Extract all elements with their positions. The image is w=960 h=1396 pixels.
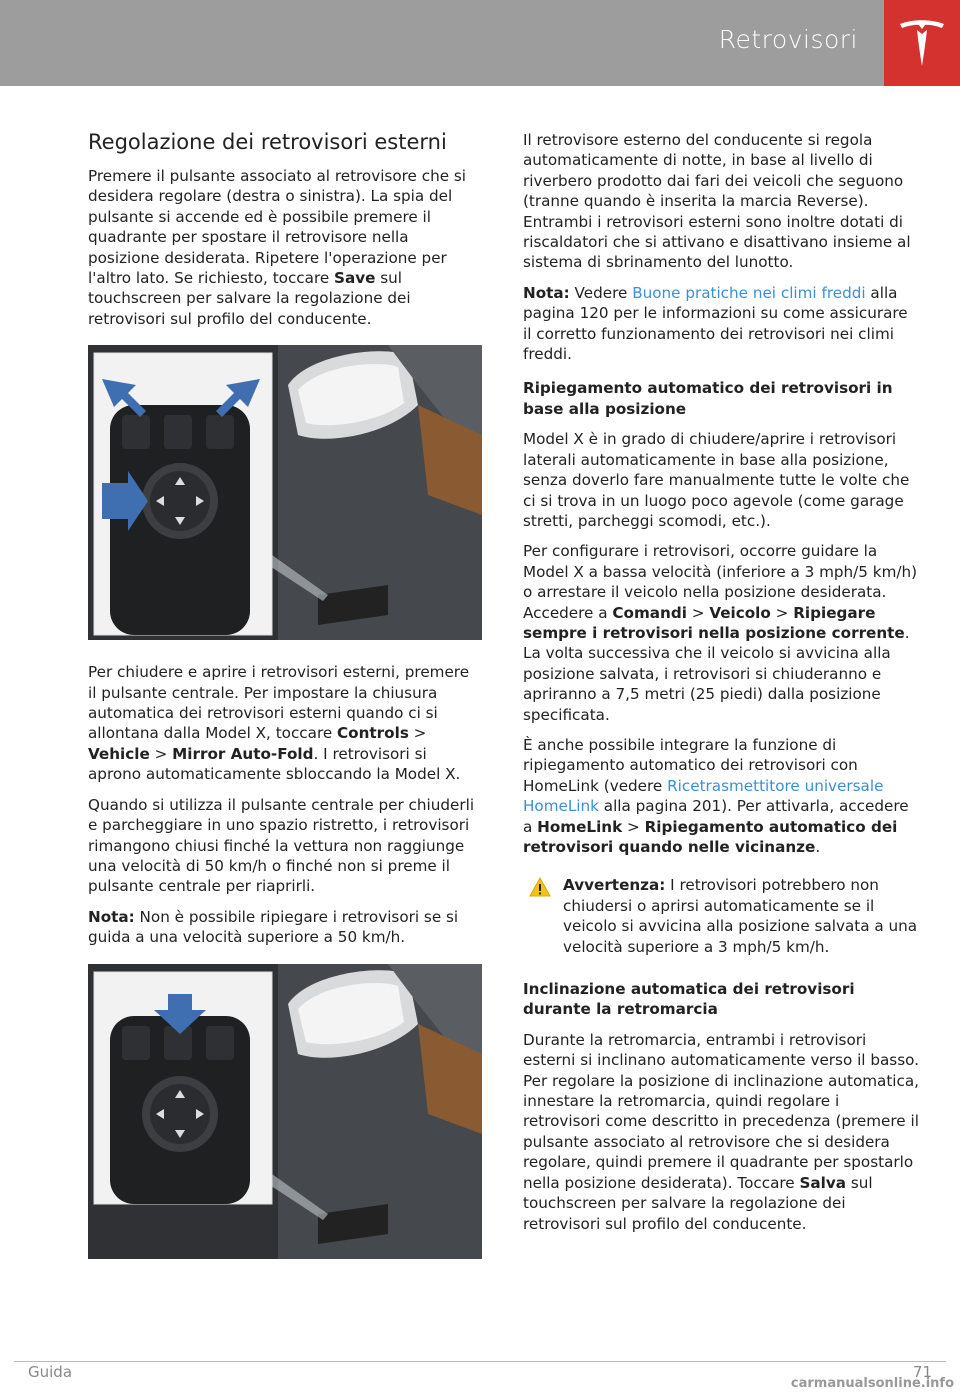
paragraph-dimming: Il retrovisore esterno del conducente si regola automaticamente di notte, in base al livello di riverbero prodotto dai fari dei veicoli che seguono (tranne quando è inserita la marcia Reverse). Entrambi i retrovisori esterni sono inoltre dotati di riscaldatori che si attivano e disattivano insieme al sistema di sbrinamento del lunotto. xyxy=(523,131,911,272)
paragraph-autofold-intro: Model X è in grado di chiudere/aprire i retrovisori laterali automaticamente in base alla posizione, senza doverlo fare manualmente tutte le volte che ci si trova in un luogo poco agevole (come garage stretti, parcheggi scomodi, etc.). xyxy=(523,430,910,530)
tesla-logo-icon xyxy=(898,18,946,68)
paragraph-fold: Per chiudere e aprire i retrovisori esterni, premere il pulsante centrale. Per impostare la chiusura automatica dei retrovisori esterni quando ci si allontana dalla Model X, toccare Controls > Vehicle > Mirror Auto-Fold. I retrovisori si aprono automaticamente sbloccando la Model X. xyxy=(88,663,470,784)
warning-box xyxy=(523,875,919,957)
watermark: carmanualsonline.info xyxy=(790,1376,954,1391)
warning-text: Avvertenza: I retrovisori potrebbero non chiudersi o aprirsi automaticamente se il veicolo si avvicina alla posizione salvata a una velocità superiore a 3 mph/5 km/h. xyxy=(563,876,918,956)
page-title: Retrovisori xyxy=(718,25,858,54)
paragraph-adjust: Premere il pulsante associato al retrovisore che si desidera regolare (destra o sinistra). La spia del pulsante si accende ed è possibile premere il quadrante per spostare il retrovisore nella posizione desiderata. Ripetere l'operazione per l'altro lato. Se richiesto, toccare Save sul touchscreen per salvare la regolazione dei retrovisori sul profilo del conducente. xyxy=(88,167,467,328)
heading-reverse-tilt: Inclinazione automatica dei retrovisori durante la retromarcia xyxy=(523,980,855,1019)
paragraph-homelink: È anche possibile integrare la funzione di ripiegamento automatico dei retrovisori con HomeLink (vedere Ricetrasmettitore universale HomeLink alla pagina 201). Per attivarla, accedere a HomeLink > Ripiegamento automatico dei retrovisori quando nelle vicinanze. xyxy=(523,735,909,856)
heading-autofold: Ripiegamento automatico dei retrovisori in base alla posizione xyxy=(523,379,893,418)
warning-icon xyxy=(529,877,551,897)
mirror-controls-figure-1 xyxy=(88,345,482,640)
link-homelink[interactable]: Ricetrasmettitore universale HomeLink xyxy=(523,776,884,816)
footer-divider xyxy=(14,1361,946,1362)
mirror-controls-figure-2 xyxy=(88,964,482,1259)
right-column xyxy=(523,130,919,1244)
paragraph-reverse-tilt: Durante la retromarcia, entrambi i retrovisori esterni si inclinano automaticamente verso il basso. Per regolare la posizione di inclinazione automatica, innestare la retromarcia, quindi regolare i retrovisori come descritto in precedenza (premere il pulsante associato al retrovisore che si desidera regolare, quindi premere il quadrante per spostarlo nella posizione desiderata). Toccare Salva sul touchscreen per salvare la regolazione dei retrovisori sul profilo del conducente. xyxy=(523,1030,920,1233)
header-bar xyxy=(0,0,884,86)
note-speed: Nota: Non è possibile ripiegare i retrovisori se si guida a una velocità superiore a 50 km/h. xyxy=(88,907,459,947)
link-cold-weather[interactable]: Buone pratiche nei climi freddi xyxy=(632,283,866,302)
paragraph-autofold-config: Per configurare i retrovisori, occorre guidare la Model X a bassa velocità (inferiore a 3 mph/5 km/h) o arrestare il veicolo nella posizione desiderata. Accedere a Comandi > Veicolo > Ripiegare sempre i retrovisori nella posizione corrente. La volta successiva che il veicolo si avvicina alla posizione salvata, i retrovisori si chiuderanno e apriranno a 7,5 metri (25 piedi) dalla posizione specificata. xyxy=(523,542,918,724)
left-column xyxy=(88,128,482,1281)
footer-section: Guida xyxy=(28,1363,73,1381)
brand-logo xyxy=(884,0,960,86)
note-cold-weather: Nota: Vedere Buone pratiche nei climi freddi alla pagina 120 per le informazioni su come assicurare il corretto funzionamento dei retrovisori nei climi freddi. xyxy=(523,283,908,364)
section-heading: Regolazione dei retrovisori esterni xyxy=(88,130,447,154)
paragraph-parking: Quando si utilizza il pulsante centrale per chiuderli e parcheggiare in uno spazio ristretto, i retrovisori rimangono chiusi finché la vettura non raggiunge una velocità di 50 km/h o finché non si preme il pulsante centrale per riaprirli. xyxy=(88,795,475,896)
page-number: 71 xyxy=(912,1363,932,1381)
